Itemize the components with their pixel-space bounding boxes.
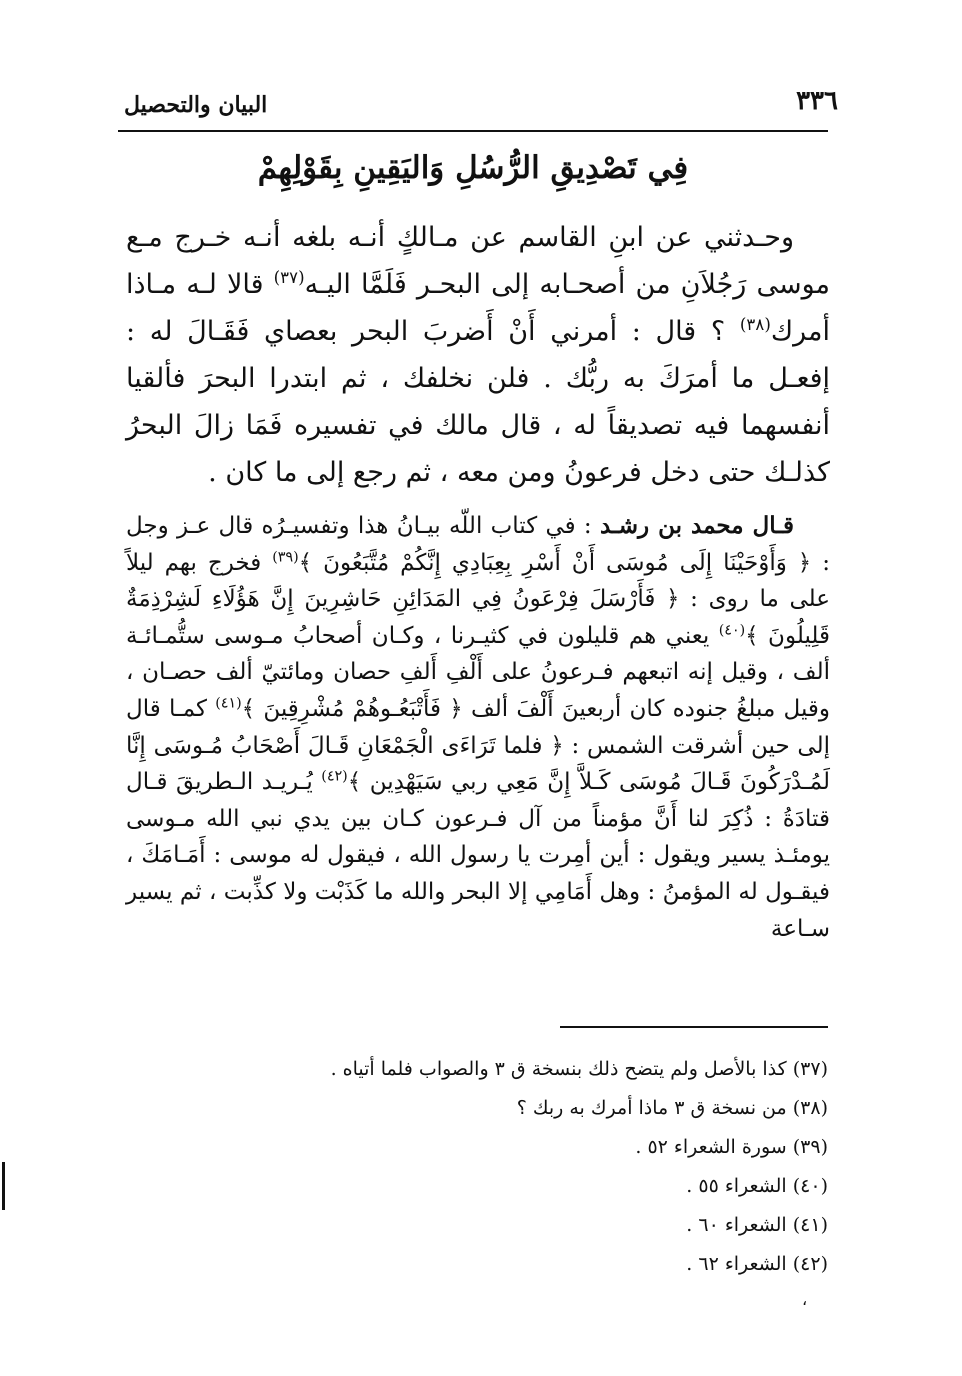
paragraph-1-text bbox=[126, 214, 830, 496]
footnote-38: (٣٨) من نسخة ق ٣ ماذا أمرك به ربك ؟ bbox=[516, 1097, 828, 1119]
paragraph-1 bbox=[126, 214, 830, 496]
paragraph-2-text-b: فخرج بهم ليلاً على ما روى : ﴿ فَأَرْسَلَ فِرْعَونُ فِي المَدَائِنِ حَاشِرِينَ إِنَّ هَؤُلَاءِ لَشِرْذِمَةٌ قَلِيلُونَ ﴾ bbox=[126, 549, 830, 649]
paragraph-1-text-b: قالا لـه مـاذا أمرك bbox=[126, 269, 830, 347]
footnote-ref-38: (٣٨) bbox=[739, 314, 771, 334]
page-number: ٣٣٦ bbox=[796, 86, 838, 116]
footnote-ref-39: (٣٩) bbox=[272, 548, 299, 565]
footnote-39: (٣٩) سورة الشعراء ٥٢ . bbox=[635, 1136, 828, 1158]
paragraph-2 bbox=[126, 508, 830, 947]
footnote-rule bbox=[560, 1026, 828, 1028]
footnotes bbox=[128, 1050, 828, 1284]
footnote-42: (٤٢) الشعراء ٦٢ . bbox=[686, 1253, 828, 1275]
section-title: فِي تَصْدِيقِ الرُّسُلِ وَاليَقِينِ بِقَوْلِهِمْ bbox=[257, 150, 689, 186]
paragraph-2-text bbox=[126, 508, 830, 947]
paragraph-2-lead: قـال محمد بن رشـد bbox=[599, 512, 794, 539]
paragraph-2-text-c: يعني هم قليلون في كثيـرنا ، وكـان أصحابُ مـوسى ستُّمـائـة ألف ، وقيل إنه اتبعهم فـرعونُ على أَلْفِ أَلفِ حصان ومائتيّ ألف حصـان ، وقيل مبلغُ جنوده كان أربعينَ أَلْفَ ألف ﴿ فَأَتْبَعُـوهُمْ مُشْرِقِينَ ﴾ bbox=[126, 622, 831, 722]
scan-speck: ، bbox=[802, 1290, 808, 1309]
footnote-ref-37: (٣٧) bbox=[273, 267, 305, 287]
running-head: البيان والتحصيل bbox=[124, 92, 268, 118]
scan-margin-mark bbox=[2, 1162, 5, 1210]
footnote-37: (٣٧) كذا بالأصل ولم يتضح ذلك بنسخة ق ٣ والصواب فلما أتياه . bbox=[330, 1058, 828, 1080]
footnote-ref-41: (٤١) bbox=[215, 695, 242, 712]
header-rule bbox=[118, 130, 828, 132]
paragraph-1-text-c: ؟ قال : أمرني أَنْ أَضربَ البحر بعصاي فَقَـالَ له : إفعـل ما أمرَكَ به ربُّك . فلن نخلفك ، ثم ابتدرا البحرَ فألقيا أنفسهما فيه تصديقاً له ، قال مالك في تفسيره فَمَا زالَ البحرُ كذلـك حتى دخل فرعونُ ومن معه ، ثم رجع إلى ما كان . bbox=[126, 316, 830, 488]
paragraph-2-text-e: يُـريـد الـطريقَ قـال قتادَةُ : ذُكِرَ لنا أَنَّ مؤمناً من آل فـرعون كـان بين يدي نبي الله مـوسى يومئـذ يسير ويقول : أين أمِرت يا رسول الله ، فيقول له موسى : أَمَـامَكَ ، فيقـول له المؤمنُ : وهل أَمَامِي إلا البحر والله ما كَذَبْت ولا كذِّبت ، ثم يسير سـاعة bbox=[126, 769, 830, 942]
footnote-ref-42: (٤٢) bbox=[321, 768, 348, 785]
footnote-41: (٤١) الشعراء ٦٠ . bbox=[686, 1214, 828, 1236]
paragraph-1-text-a: وحـدثني عن ابنِ القاسم عن مـالكٍ أنـه بلغه أنـه خـرج مـع موسى رَجُلاَنِ من أصحـابه إلى البحـر فَلَمَّا اليـه bbox=[126, 222, 830, 300]
paragraph-2-text-d: كمـا قال إلى حين أشرقت الشمس : ﴿ فلما تَرَاءَى الْجَمْعَانِ قَـالَ أَصْحَابُ مُـوسَى إِنَّا لَمُـدْرَكُونَ قَـالَ مُوسَى كَـلاَّ إِنَّ مَعِي ربي سَيَهْدِين ﴾ bbox=[126, 695, 830, 796]
footnote-ref-40: (٤٠) bbox=[718, 622, 746, 639]
paragraph-2-text-a: : في كتاب اللّه بيـانُ هذا وتفسيـرُه قال عـز وجل : ﴿ وَأَوْحَيْنَا إِلَى مُوسَى أَنْ أَسْرِ بِعِبَادِي إِنَّكُمْ مُتَّبَعُونَ ﴾ bbox=[126, 513, 830, 576]
footnote-40: (٤٠) الشعراء ٥٥ . bbox=[686, 1175, 828, 1197]
